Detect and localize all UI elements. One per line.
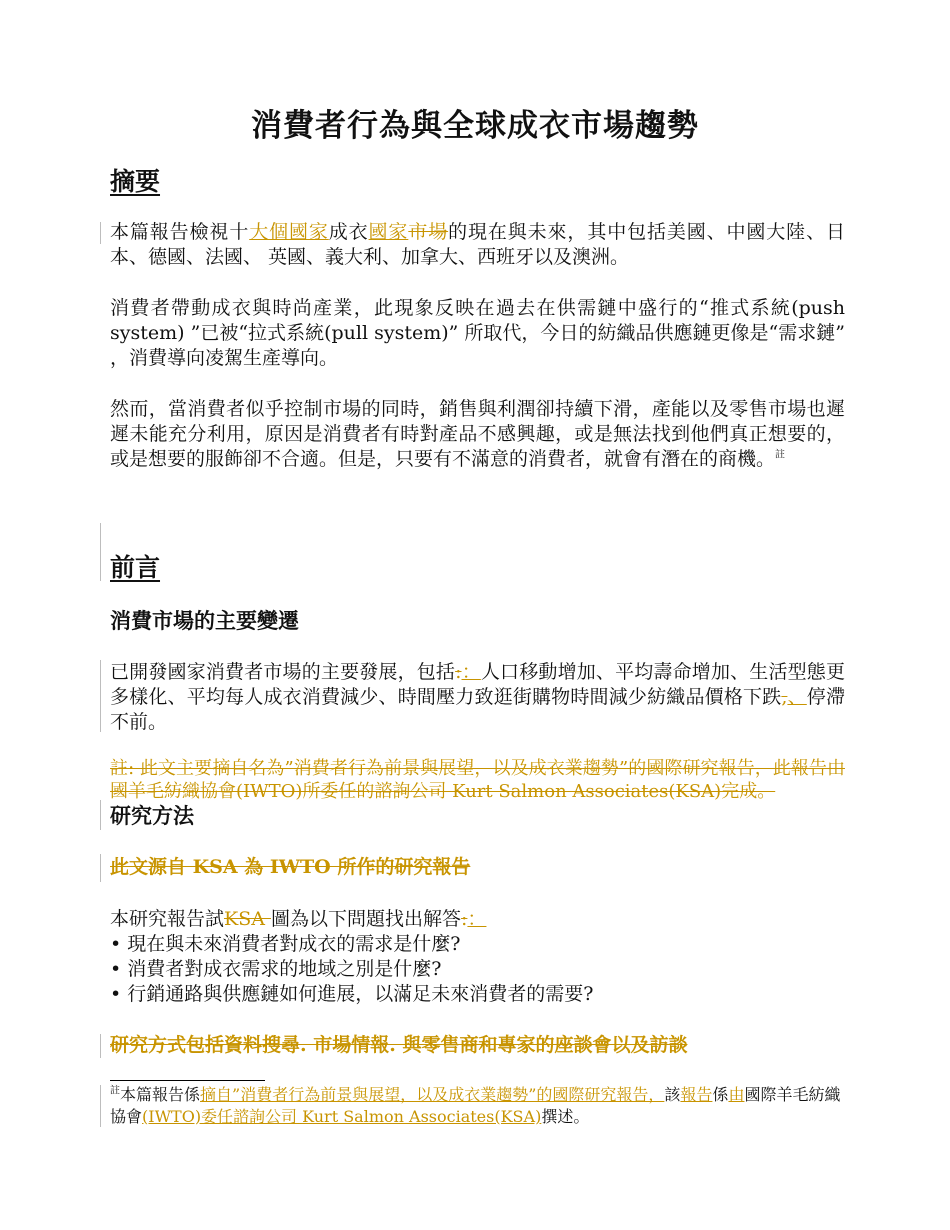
list-item: • 現在與未來消費者對成衣的需求是什麼? xyxy=(110,932,845,957)
footnote-mark: 註 xyxy=(110,1085,120,1097)
list-item: • 消費者對成衣需求的地域之別是什麼? xyxy=(110,957,845,982)
deleted-text: , xyxy=(781,686,788,708)
footnote: $^註$本篇報告係摘自”消費者行為前景與展望，以及成衣業趨勢”的國際研究報告，該報告係由國際羊毛紡織協會(IWTO)委任諮詢公司 Kurt Salmon Associates(KSA)撰述。 xyxy=(110,1085,841,1126)
change-bar xyxy=(100,660,101,732)
change-bar xyxy=(100,800,101,830)
method-paragraph: 本研究報告試KSA 圖為以下問題找出解答:： xyxy=(110,908,487,930)
abstract-paragraph-1: 本篇報告檢視十大個國家成衣國家市場的現在與未來，其中包括美國、中國大陸、日本、德國、法國、 英國、義大利、加拿大、西班牙以及澳洲。 xyxy=(110,221,845,268)
change-bar xyxy=(100,523,101,581)
intro-paragraph: 已開發國家消費者市場的主要發展，包括:：人口移動增加、平均壽命增加、生活型態更多樣化、平均每人成衣消費減少、時間壓力致逛街購物時間減少紡織品價格下跌,、停滯不前。 xyxy=(110,661,845,733)
method-bullets xyxy=(110,932,845,1007)
footnote-separator xyxy=(110,1080,265,1081)
intro-heading: 前言 xyxy=(110,553,161,582)
deleted-text: KSA xyxy=(224,908,271,930)
abstract-paragraph-2: 消費者帶動成衣與時尚產業，此現象反映在過去在供需鏈中盛行的“推式系統(push system) ”已被“拉式系統(pull system)” 所取代，今日的紡織品供應鏈更像是“需求鏈” ，消費導向凌駕生產導向。 xyxy=(110,297,845,369)
inserted-text: 大個國家 xyxy=(249,221,329,243)
deleted-subheading: 研究方式包括資料搜尋. 市場情報. 與零售商和專家的座談會以及訪談 xyxy=(110,1034,688,1056)
deleted-text: : xyxy=(461,908,468,930)
intro-subheading: 消費市場的主要變遷 xyxy=(110,608,299,633)
inserted-text: 由 xyxy=(728,1085,745,1104)
abstract-paragraph-3: 然而，當消費者似乎控制市場的同時，銷售與利潤卻持續下滑，產能以及零售市場也遲遲未能充分利用，原因是消費者有時對產品不感興趣，或是無法找到他們真正想要的，或是想要的服飾卻不合適。但是，只要有不滿意的消費者，就會有潛在的商機。$^註$ xyxy=(110,398,845,470)
inserted-text: ： xyxy=(461,661,481,683)
change-bar xyxy=(100,1034,101,1058)
inserted-text: (IWTO)委任諮詢公司 Kurt Salmon Associates(KSA) xyxy=(142,1107,542,1126)
change-bar xyxy=(100,1085,101,1127)
inserted-text: ： xyxy=(467,908,487,930)
deleted-text: 市場 xyxy=(408,221,449,243)
change-bar xyxy=(100,854,101,882)
method-heading: 研究方法 xyxy=(110,803,194,828)
deleted-note: 註: 此文主要摘自名為”消費者行為前景與展望，以及成衣業趨勢”的國際研究報告，此報告由國羊毛紡織協會(IWTO)所委任的諮詢公司 Kurt Salmon Associates(KSA)完成。 xyxy=(110,758,845,802)
list-item: • 行銷通路與供應鏈如何進展，以滿足未來消費者的需要? xyxy=(110,982,845,1007)
document-title: 消費者行為與全球成衣市場趨勢 xyxy=(251,108,699,144)
inserted-text: 、 xyxy=(787,686,807,708)
footnote-reference[interactable]: 註 xyxy=(775,449,786,461)
change-bar xyxy=(100,222,101,244)
inserted-text: 報告 xyxy=(680,1085,713,1104)
abstract-heading: 摘要 xyxy=(110,167,161,196)
inserted-text: 摘自”消費者行為前景與展望，以及成衣業趨勢”的國際研究報告， xyxy=(200,1085,665,1104)
inserted-text: 國家 xyxy=(368,221,409,243)
deleted-subheading: 此文源自 KSA 為 IWTO 所作的研究報告 xyxy=(110,856,471,878)
deleted-text: : xyxy=(455,661,462,683)
